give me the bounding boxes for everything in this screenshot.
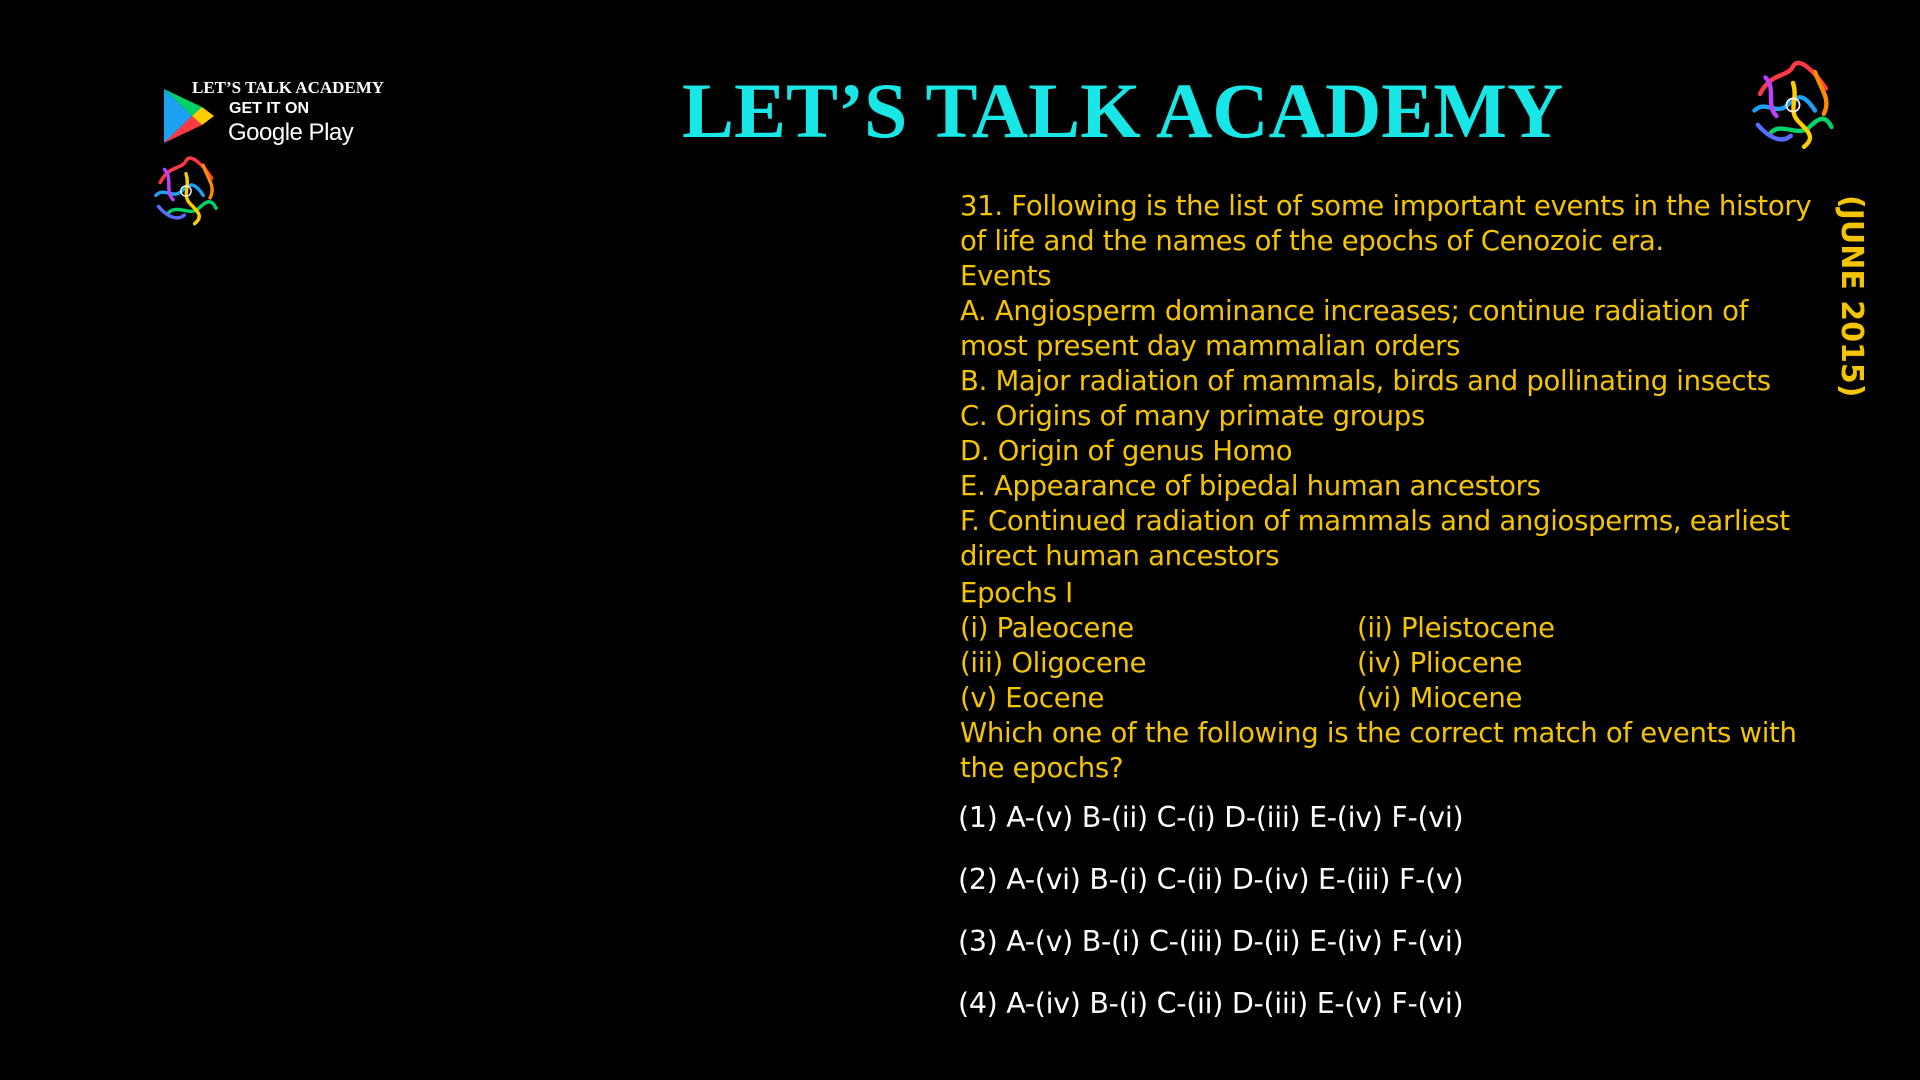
epoch-item: (iii) Oligocene xyxy=(960,647,1147,679)
epoch-item: (ii) Pleistocene xyxy=(1357,612,1555,644)
protein-structure-logo-icon xyxy=(1738,50,1848,160)
answer-option: (4) A-(iv) B-(i) C-(ii) D-(iii) E-(v) F-(vi) xyxy=(958,987,1464,1020)
question-line: 31. Following is the list of some important events in the history xyxy=(960,190,1812,222)
event-item: F. Continued radiation of mammals and angiosperms, earliest xyxy=(960,505,1790,537)
badge-get-it-on-label: GET IT ON xyxy=(229,100,309,117)
answer-option: (3) A-(v) B-(i) C-(iii) D-(ii) E-(iv) F-(vi) xyxy=(958,925,1464,958)
page-title: LET’S TALK ACADEMY xyxy=(682,67,1564,154)
question-block xyxy=(960,189,1810,786)
answer-option: (1) A-(v) B-(ii) C-(i) D-(iii) E-(iv) F-(vi) xyxy=(958,801,1464,834)
event-item: direct human ancestors xyxy=(960,540,1280,572)
event-item: C. Origins of many primate groups xyxy=(960,400,1425,432)
answer-option: (2) A-(vi) B-(i) C-(ii) D-(iv) E-(iii) F-(v) xyxy=(958,863,1464,896)
google-play-badge[interactable] xyxy=(70,72,430,162)
epochs-list xyxy=(960,611,1810,716)
question-line: of life and the names of the epochs of Cenozoic era. xyxy=(960,225,1664,257)
epochs-heading: Epochs I xyxy=(960,577,1073,609)
event-item: D. Origin of genus Homo xyxy=(960,435,1293,467)
event-item: E. Appearance of bipedal human ancestors xyxy=(960,470,1541,502)
epoch-item: (i) Paleocene xyxy=(960,612,1134,644)
events-heading: Events xyxy=(960,260,1052,292)
event-item: A. Angiosperm dominance increases; continue radiation of xyxy=(960,295,1749,327)
protein-structure-logo-icon xyxy=(143,148,229,234)
badge-academy-label: LET’S TALK ACADEMY xyxy=(192,78,385,97)
answer-options xyxy=(958,798,1463,1046)
epoch-item: (v) Eocene xyxy=(960,682,1105,714)
question-prompt: Which one of the following is the correct match of events with xyxy=(960,717,1797,749)
event-item: B. Major radiation of mammals, birds and pollinating insects xyxy=(960,365,1771,397)
epoch-item: (vi) Miocene xyxy=(1357,682,1523,714)
exam-session-label: (JUNE 2015) xyxy=(1834,195,1869,398)
epoch-item: (iv) Pliocene xyxy=(1357,647,1523,679)
badge-store-name: Google Play xyxy=(228,119,354,146)
event-item: most present day mammalian orders xyxy=(960,330,1461,362)
question-prompt: the epochs? xyxy=(960,752,1124,784)
